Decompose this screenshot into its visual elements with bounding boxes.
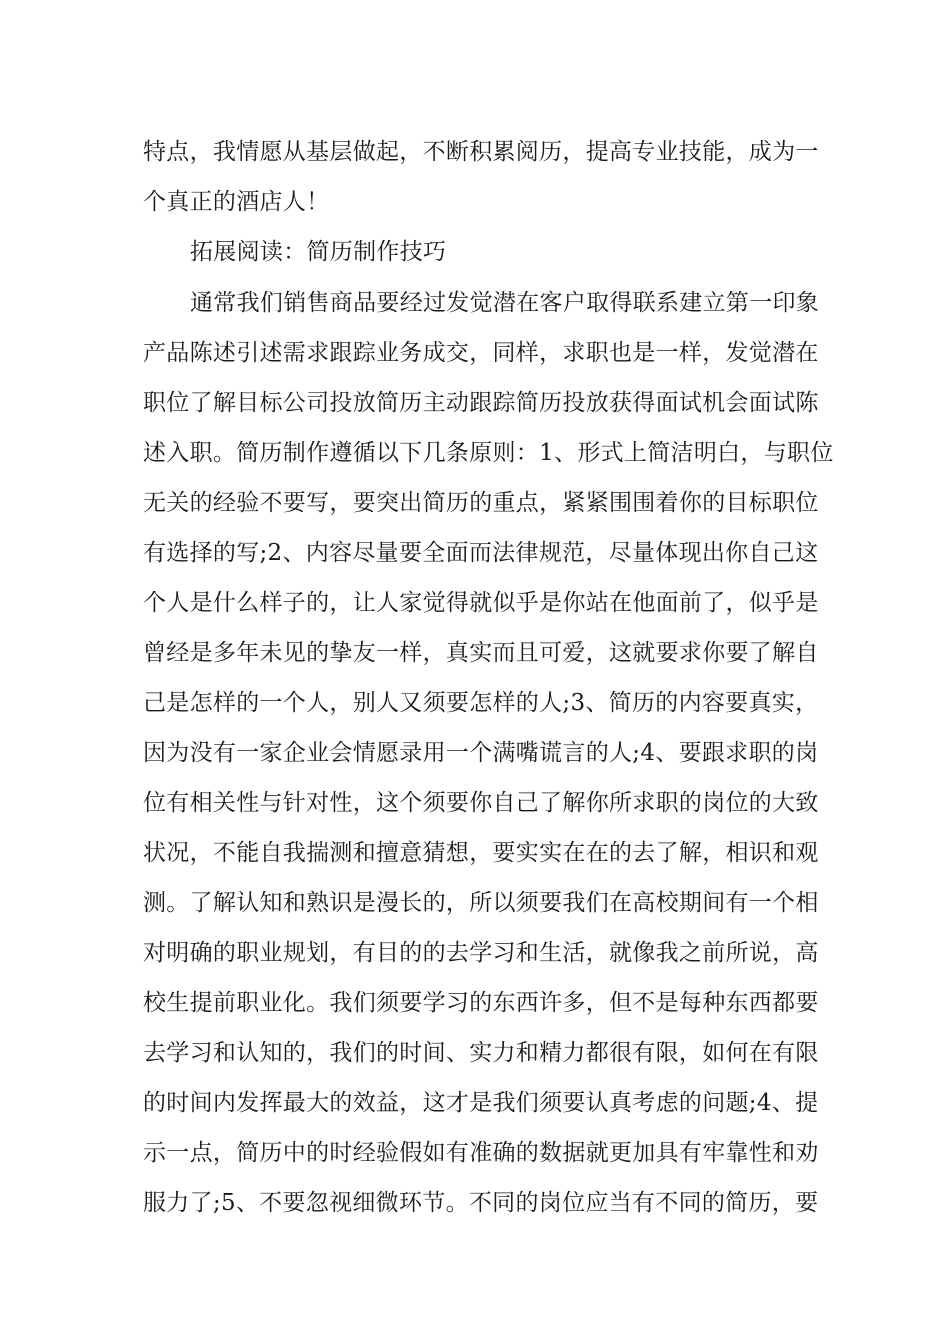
text-line: 服力了;5、不要忽视细微环节。不同的岗位应当有不同的简历，要	[143, 1190, 819, 1216]
text-line: 曾经是多年未见的挚友一样，真实而且可爱，这就要求你要了解自	[143, 640, 819, 666]
text-line: 的时间内发挥最大的效益，这才是我们须要认真考虑的问题;4、提	[143, 1090, 819, 1116]
section-heading: 拓展阅读：简历制作技巧	[190, 239, 447, 265]
text-line: 测。了解认知和熟识是漫长的，所以须要我们在高校期间有一个相	[143, 890, 819, 916]
text-line: 对明确的职业规划，有目的的去学习和生活，就像我之前所说，高	[143, 940, 819, 966]
text-line: 己是怎样的一个人，别人又须要怎样的人;3、简历的内容要真实，	[143, 690, 819, 716]
text-line: 特点，我情愿从基层做起，不断积累阅历，提高专业技能，成为一	[143, 139, 819, 165]
text-line: 校生提前职业化。我们须要学习的东西许多，但不是每种东西都要	[143, 990, 819, 1016]
text-line: 产品陈述引述需求跟踪业务成交，同样，求职也是一样，发觉潜在	[143, 340, 819, 366]
text-line: 因为没有一家企业会情愿录用一个满嘴谎言的人;4、要跟求职的岗	[143, 740, 819, 766]
text-line: 示一点，简历中的时经验假如有准确的数据就更加具有牢靠性和劝	[143, 1140, 819, 1166]
text-line: 有选择的写;2、内容尽量要全面而法律规范，尽量体现出你自己这	[143, 540, 819, 566]
text-line: 去学习和认知的，我们的时间、实力和精力都很有限，如何在有限	[143, 1040, 819, 1066]
text-line: 职位了解目标公司投放简历主动跟踪简历投放获得面试机会面试陈	[143, 390, 819, 416]
text-line: 无关的经验不要写，要突出简历的重点，紧紧围围着你的目标职位	[143, 490, 819, 516]
text-line: 状况，不能自我揣测和擅意猜想，要实实在在的去了解，相识和观	[143, 840, 819, 866]
paragraph-first-line: 通常我们销售商品要经过发觉潜在客户取得联系建立第一印象	[190, 290, 820, 316]
text-line: 个真正的酒店人！	[143, 189, 330, 215]
text-line: 个人是什么样子的，让人家觉得就似乎是你站在他面前了，似乎是	[143, 590, 819, 616]
text-line: 述入职。简历制作遵循以下几条原则：1、形式上简洁明白，与职位	[143, 440, 834, 466]
text-line: 位有相关性与针对性，这个须要你自己了解你所求职的岗位的大致	[143, 790, 819, 816]
